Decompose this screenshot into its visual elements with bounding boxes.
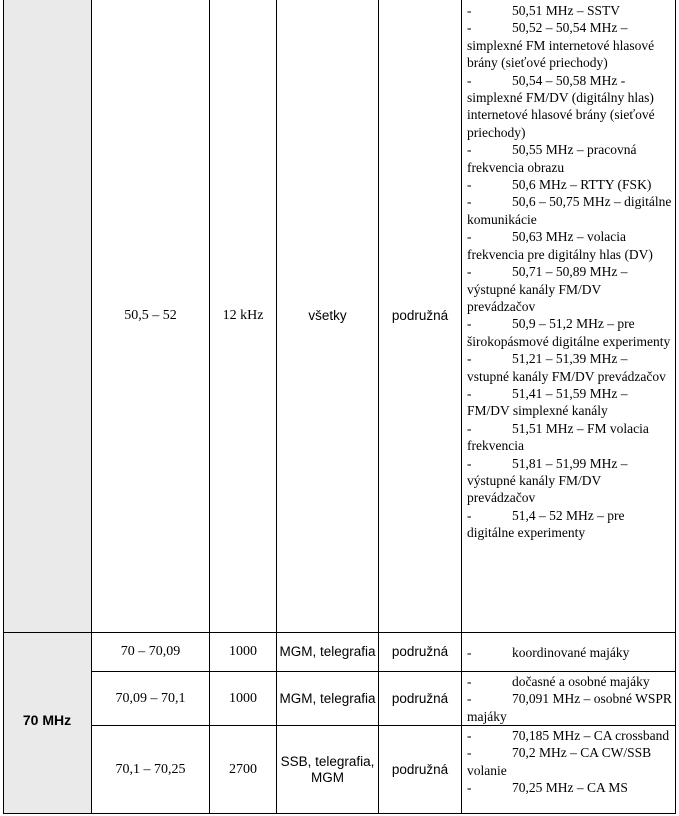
note-text: 50,6 – 50,75 MHz – digitálne komunikácie	[467, 194, 672, 227]
note-text: 70,25 MHz – CA MS	[512, 780, 628, 796]
band-cell-shade	[3, 0, 91, 632]
bullet-dash: -	[467, 507, 472, 523]
mode-cell: MGM, telegrafia	[279, 644, 376, 659]
note-text: 50,52 – 50,54 MHz – simplexné FM internetové hlasové brány (sieťové priechody)	[467, 20, 655, 71]
note-text: 50,55 MHz – pracovná frekvencia obrazu	[467, 142, 637, 175]
range-cell: 70,09 – 70,1	[115, 690, 186, 706]
list-item	[467, 193, 672, 228]
note-text: 50,6 MHz – RTTY (FSK)	[512, 177, 652, 193]
list-item	[467, 744, 672, 779]
bullet-dash: -	[467, 351, 472, 367]
note-text: 50,71 – 50,89 MHz – výstupné kanály FM/DV prevádzačov	[467, 264, 628, 314]
range-cell: 70,1 – 70,25	[115, 761, 186, 777]
status-cell: podružná	[391, 308, 449, 323]
list-item	[467, 350, 672, 385]
list-item	[467, 673, 672, 690]
notes-cell	[467, 727, 672, 797]
note-text: 70,185 MHz – CA crossband	[512, 728, 670, 743]
note-text: 51,41 – 51,59 MHz – FM/DV simplexné kanály	[467, 385, 628, 419]
bullet-dash: -	[467, 385, 472, 401]
bandwidth-cell: 12 kHz	[222, 308, 264, 323]
mode-cell: všetky	[308, 308, 347, 323]
note-text: 50,9 – 51,2 MHz – pre širokopásmové digitálne experimenty	[467, 316, 671, 349]
note-text: 50,54 – 50,58 MHz - simplexné FM/DV (digitálny hlas) internetové hlasové brány (sieťové priechody)	[467, 72, 655, 140]
list-item	[467, 420, 672, 455]
bullet-dash: -	[467, 142, 472, 158]
range-cell: 70 – 70,09	[120, 644, 181, 659]
bullet-dash: -	[467, 455, 472, 471]
bullet-dash: -	[467, 691, 472, 707]
bullet-dash: -	[467, 194, 472, 210]
table-border-right	[675, 0, 676, 814]
range-cell: 50,5 – 52	[124, 308, 177, 323]
note-text: 51,21 – 51,39 MHz – vstupné kanály FM/DV prevádzačov	[467, 351, 666, 384]
list-item	[467, 2, 672, 19]
bullet-dash: -	[467, 229, 472, 245]
bandwidth-cell: 2700	[229, 761, 257, 777]
bullet-dash: -	[467, 316, 472, 332]
list-item	[467, 141, 672, 176]
note-text: 51,81 – 51,99 MHz – výstupné kanály FM/DV prevádzačov	[467, 455, 628, 506]
note-text: 50,51 MHz – SSTV	[512, 3, 621, 18]
list-item	[467, 228, 672, 263]
list-item	[467, 176, 672, 193]
list-item	[467, 385, 672, 420]
column-divider	[461, 0, 462, 814]
list-item	[467, 644, 672, 661]
list-item	[467, 507, 672, 542]
bullet-dash: -	[467, 674, 472, 689]
status-cell: podružná	[391, 690, 449, 706]
bullet-dash: -	[467, 177, 472, 193]
list-item	[467, 727, 672, 744]
band-label: 70 MHz	[22, 712, 72, 728]
list-item	[467, 455, 672, 507]
bullet-dash: -	[467, 72, 472, 88]
bullet-dash: -	[467, 728, 472, 743]
bullet-dash: -	[467, 745, 472, 761]
status-cell: podružná	[391, 644, 449, 659]
notes-cell	[467, 673, 672, 725]
note-text: 51,4 – 52 MHz – pre digitálne experimenty	[467, 507, 625, 541]
note-text: 70,091 MHz – osobné WSPR majáky	[467, 691, 672, 724]
note-text: dočasné a osobné majáky	[512, 674, 650, 689]
table-border-left	[3, 0, 4, 814]
mode-cell: SSB, telegrafia, MGM	[280, 753, 375, 785]
note-text: koordinované majáky	[512, 645, 630, 660]
bullet-dash: -	[467, 264, 472, 280]
bandwidth-cell: 1000	[229, 644, 257, 659]
bullet-dash: -	[467, 20, 472, 36]
list-item	[467, 779, 672, 796]
bandwidth-cell: 1000	[229, 690, 257, 706]
notes-cell	[467, 2, 672, 542]
note-text: 51,51 MHz – FM volacia frekvencia	[467, 420, 649, 454]
mode-cell: MGM, telegrafia	[279, 690, 376, 706]
list-item	[467, 19, 672, 71]
note-text: 70,2 MHz – CA CW/SSB volanie	[467, 745, 652, 778]
bullet-dash: -	[467, 3, 472, 18]
table-border-bottom	[3, 813, 676, 814]
bullet-dash: -	[467, 645, 472, 660]
list-item	[467, 72, 672, 142]
bullet-dash: -	[467, 780, 472, 796]
note-text: 50,63 MHz – volacia frekvencia pre digitálny hlas (DV)	[467, 229, 653, 262]
notes-cell	[467, 644, 672, 661]
list-item	[467, 315, 672, 350]
list-item	[467, 263, 672, 315]
status-cell: podružná	[391, 761, 449, 777]
bullet-dash: -	[467, 420, 472, 436]
list-item	[467, 690, 672, 725]
